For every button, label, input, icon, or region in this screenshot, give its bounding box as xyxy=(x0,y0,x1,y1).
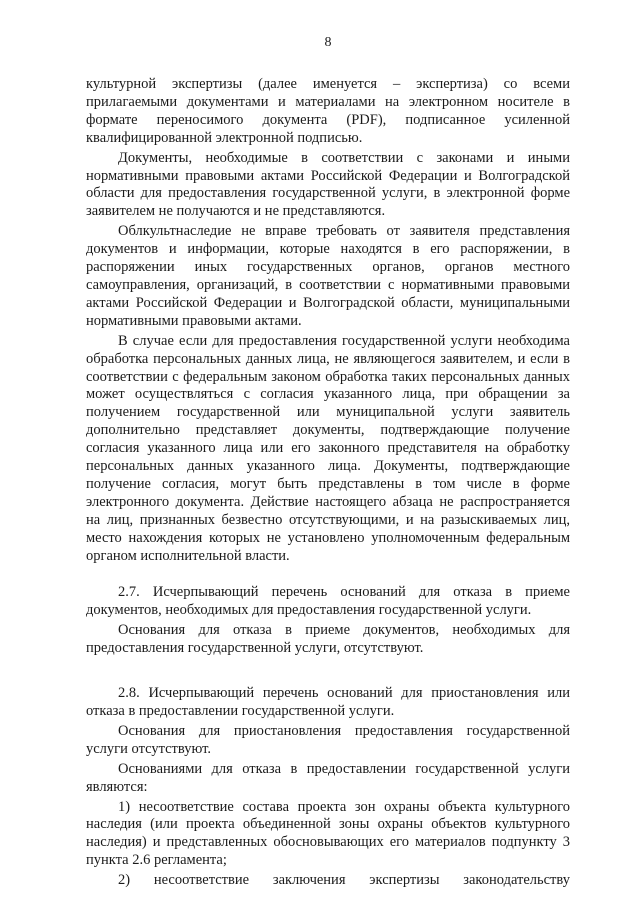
list-item-2: 2) несоответствие заключения экспертизы законодательству xyxy=(118,872,570,889)
paragraph-no-request-rights: Облкультнаследие не вправе требовать от заявителя представления документов и информации, которые находятся в его распоряжении, в распоряжении иных государственных органов, органов местного самоуправления, организаций, в соответствии с нормативными правовыми актами Российской Федерации и Волгоградской области, муниципальными нормативными правовыми актами. xyxy=(86,223,570,329)
paragraph-no-suspension-grounds: Основания для приостановления предоставления государственной услуги отсутствуют. xyxy=(86,722,570,757)
paragraph-refusal-grounds-intro: Основаниями для отказа в предоставлении государственной услуги являются: xyxy=(86,760,570,795)
paragraph-expertise-continuation: культурной экспертизы (далее именуется – экспертиза) со всеми прилагаемыми документами и материалами на электронном носителе в формате переносимого документа (PDF), подписанное усиленной квалифицированной электронной подписью. xyxy=(86,76,570,146)
document-page xyxy=(86,34,570,890)
paragraph-documents-not-received: Документы, необходимые в соответствии с законами и иными нормативными правовыми актами Российской Федерации и Волгоградской области для предоставления государственной услуги, в электронной форме заявителем не получаются и не представляются. xyxy=(86,149,570,220)
section-2-8-heading: 2.8. Исчерпывающий перечень оснований для приостановления или отказа в предоставлении государственной услуги. xyxy=(86,685,570,719)
paragraph-personal-data: В случае если для предоставления государственной услуги необходима обработка персональных данных лица, не являющегося заявителем, и если в соответствии с федеральным законом обработка таких персональных данных может осуществляться с согласия указанного лица, при обращении за получением государственной или муниципальной услуги заявитель дополнительно представляет документы, подтверждающие получение согласия указанного лица или его законного представителя на обработку персональных данных указанного лица. Документы, подтверждающие получение согласия, могут быть представлены в том числе в форме электронного документа. Действие настоящего абзаца не распространяется на лиц, признанных безвестно отсутствующими, и на разыскиваемых лиц, место нахождения которых не установлено уполномоченным федеральным органом исполнительной власти. xyxy=(86,332,570,564)
section-2-7-heading: 2.7. Исчерпывающий перечень оснований для отказа в приеме документов, необходимых для предоставления государственной услуги. xyxy=(86,584,570,619)
list-item-1: 1) несоответствие состава проекта зон охраны объекта культурного наследия (или проекта объединенной зоны охраны объектов культурного наследия) и представленных обосновывающих его материалов подпункту 3 пункта 2.6 регламента; xyxy=(86,798,570,869)
page-number: 8 xyxy=(324,35,332,50)
paragraph-no-refusal-grounds: Основания для отказа в приеме документов, необходимых для предоставления государственной услуги, отсутствуют. xyxy=(86,622,570,657)
